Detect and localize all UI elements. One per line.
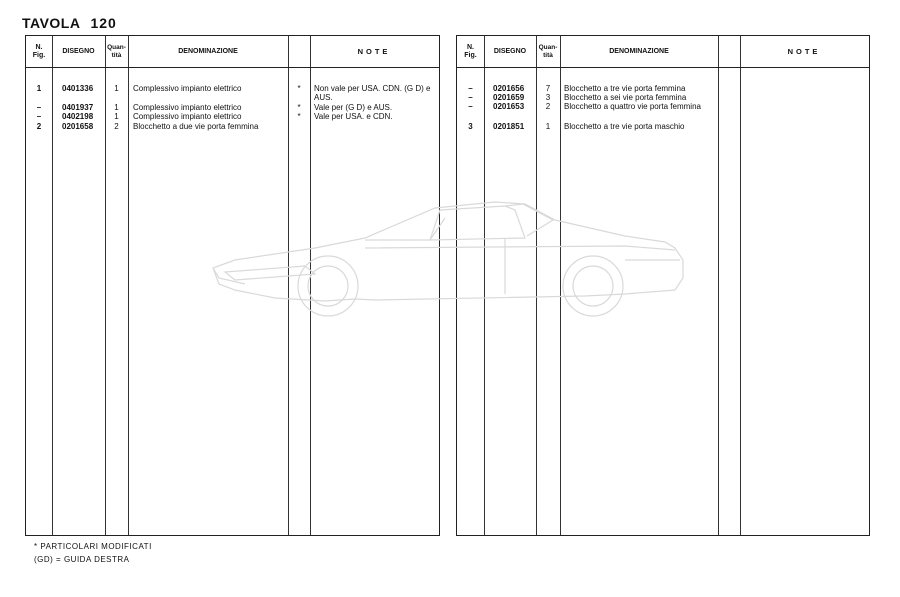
column-divider: [718, 36, 719, 535]
row-modified-marker: *: [297, 84, 301, 93]
header-quantita: Quan- tità: [538, 43, 558, 59]
header-denominazione: DENOMINAZIONE: [609, 47, 669, 55]
column-divider: [52, 36, 53, 535]
column-divider: [740, 36, 741, 535]
header-quantita: Quan- tità: [107, 43, 126, 59]
header-note: NOTE: [357, 46, 391, 56]
row-denominazione: Blocchetto a quattro vie porta femmina: [564, 102, 701, 111]
row-quantita: 1: [545, 122, 551, 131]
header-disegno: DISEGNO: [62, 47, 95, 55]
row-fig: 3: [468, 122, 473, 131]
header-fig: N. Fig.: [32, 43, 46, 59]
row-denominazione: Complessivo impianto elettrico: [133, 112, 242, 121]
row-denominazione: Blocchetto a due vie porta femmina: [133, 122, 259, 131]
row-denominazione: Complessivo impianto elettrico: [133, 103, 242, 112]
row-disegno: 0201659: [493, 93, 525, 102]
header-rule: [26, 67, 439, 68]
row-fig: –: [468, 93, 473, 102]
row-disegno: 0201656: [493, 84, 525, 93]
header-fig: N. Fig.: [464, 43, 477, 59]
title-word: TAVOLA: [22, 15, 81, 31]
row-note: Vale per (G D) e AUS.: [314, 103, 393, 112]
column-divider: [128, 36, 129, 535]
row-fig: –: [468, 102, 473, 111]
footer-note-right-hand-drive: (GD) = GUIDA DESTRA: [34, 555, 130, 564]
row-fig: –: [468, 84, 473, 93]
row-disegno: 0201658: [62, 122, 94, 131]
row-quantita: 1: [114, 84, 119, 93]
row-quantita: 2: [114, 122, 119, 131]
row-modified-marker: *: [297, 112, 301, 121]
row-denominazione: Blocchetto a sei vie porta femmina: [564, 93, 687, 102]
header-disegno: DISEGNO: [493, 47, 527, 55]
header-denominazione: DENOMINAZIONE: [178, 47, 238, 55]
row-disegno: 0201851: [493, 122, 525, 131]
column-divider: [484, 36, 485, 535]
parts-table-right: [456, 35, 870, 536]
row-disegno: 0201653: [493, 102, 525, 111]
row-quantita: 2: [545, 102, 551, 111]
row-note: Vale per USA. e CDN.: [314, 112, 393, 121]
row-fig: –: [36, 103, 42, 112]
page-title: [22, 15, 117, 31]
row-note: Non vale per USA. CDN. (G D) e AUS.: [314, 84, 431, 102]
row-denominazione: Blocchetto a tre vie porta femmina: [564, 84, 686, 93]
row-disegno: 0402198: [62, 112, 94, 121]
column-divider: [560, 36, 561, 535]
footer-note-modified: * PARTICOLARI MODIFICATI: [34, 542, 152, 551]
row-quantita: 1: [114, 112, 119, 121]
row-fig: 1: [36, 84, 42, 93]
header-rule: [457, 67, 869, 68]
row-quantita: 7: [545, 84, 551, 93]
row-disegno: 0401336: [62, 84, 94, 93]
row-denominazione: Blocchetto a tre vie porta maschio: [564, 122, 685, 131]
row-fig: 2: [36, 122, 42, 131]
header-note: NOTE: [787, 46, 821, 56]
row-modified-marker: *: [297, 103, 301, 112]
row-fig: –: [36, 112, 42, 121]
parts-table-left: [25, 35, 440, 536]
row-quantita: 3: [545, 93, 551, 102]
row-denominazione: Complessivo impianto elettrico: [133, 84, 242, 93]
row-disegno: 0401937: [62, 103, 94, 112]
row-quantita: 1: [114, 103, 119, 112]
title-number: 120: [90, 15, 117, 31]
column-divider: [310, 36, 311, 535]
